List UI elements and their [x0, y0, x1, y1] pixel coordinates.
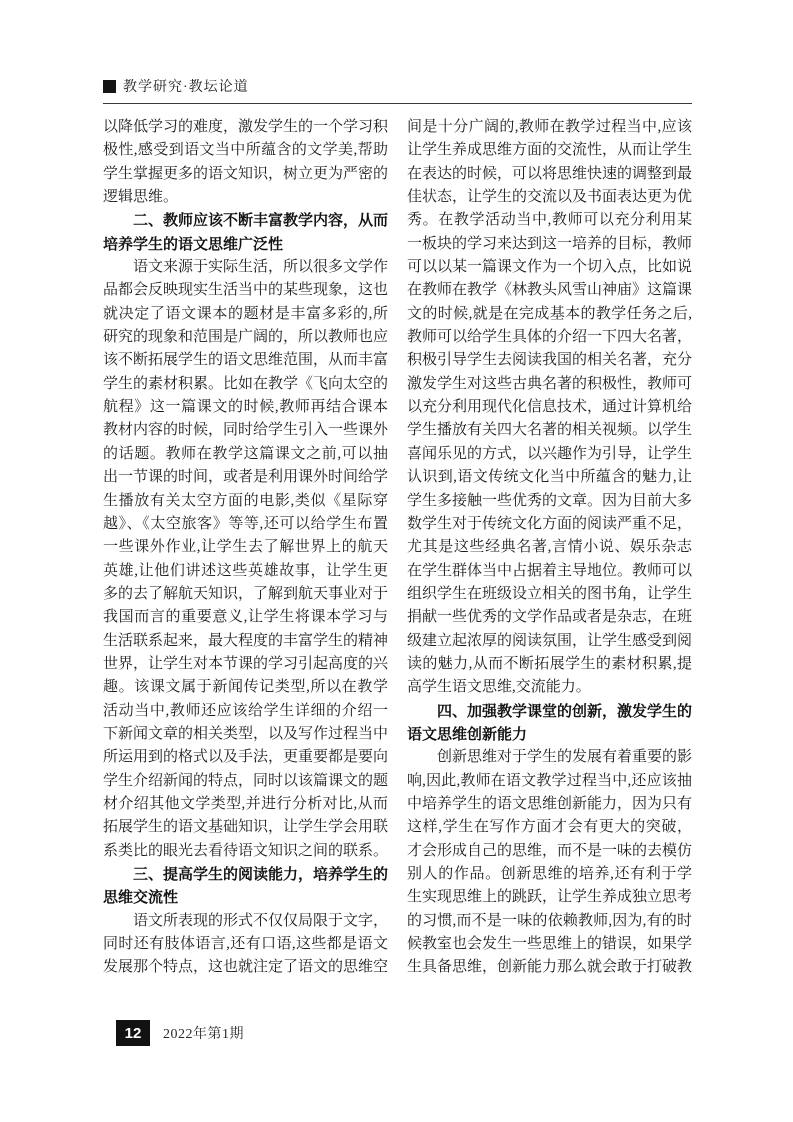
section-heading: 四、加强教学课堂的创新，激发学生的语文思维创新能力 — [407, 702, 693, 743]
column-right — [407, 116, 692, 980]
issue-label: 2022年第1期 — [163, 1027, 244, 1042]
header-rule — [103, 103, 692, 104]
section-title: 教学研究·教坛论道 — [123, 80, 249, 95]
section-heading: 二、教师应该不断丰富教学内容，从而培养学生的语文思维广泛性 — [103, 212, 389, 253]
paragraph: 语文所表现的形式不仅仅局限于文字，同时还有肢体语言,还有口语,这些都是语文发展那个特点，这也就注定了语文的思维空 — [103, 912, 389, 976]
paragraph: 创新思维对于学生的发展有着重要的影响,因此,教师在语文教学过程当中,还应该抽中培养学生的语文思维创新能力，因为只有这样,学生在写作方面才会有更大的突破，才会形成自己的思维，而不是一味的去模仿别人的作品。创新思维的培养,还有利于学生实现思维上的跳跃，让学生养成独立思考的习惯,而不是一味的依赖教师,因为,有的时候教室也会发生一些思维上的错误，如果学生具备思维，创新能力那么就会敢于打破教 — [407, 749, 693, 976]
page-number-badge — [116, 1020, 150, 1046]
column-left — [103, 116, 388, 980]
page-number: 12 — [124, 1024, 142, 1042]
page-footer — [116, 1020, 244, 1046]
paragraph: 语文来源于实际生活，所以很多文学作品都会反映现实生活当中的某些现象，这也就决定了语文课本的题材是丰富多彩的,所研究的现象和范围是广阔的，所以教师也应该不断拓展学生的语文思维范围，从而丰富学生的素材积累。比如在教学《飞向太空的航程》这一篇课文的时候,教师再结合课本教材内容的时候，同时给学生引入一些课外的话题。教师在教学这篇课文之前,可以抽出一节课的时间，或者是利用课外时间给学生播放有关太空方面的电影,类似《星际穿越》、《太空旅客》等等,还可以给学生布置一些课外作业,让学生去了解世界上的航天英雄,让他们讲述这些英雄故事，让学生更多的去了解航天知识，了解到航天事业对于我国而言的重要意义,让学生将课本学习与生活联系起来，最大程度的丰富学生的精神世界，让学生对本节课的学习引起高度的兴趣。该课文属于新闻传记类型,所以在教学活动当中,教师还应该给学生详细的介绍一下新闻文章的相关类型，以及写作过程当中所运用到的格式以及手法，更重要都是要向学生介绍新闻的特点，同时以该篇课文的题材介绍其他文学类型,并进行分析对比,从而拓展学生的语文基础知识，让学生学会用联系类比的眼光去看待语文知识之间的联系。 — [103, 259, 389, 859]
running-head — [103, 76, 691, 96]
paragraph: 以降低学习的难度，激发学生的一个学习积极性,感受到语文当中所蕴含的文学美,帮助学生掌握更多的语文知识，树立更为严密的逻辑思维。 — [103, 119, 389, 206]
article-columns — [103, 116, 692, 980]
paragraph: 间是十分广阔的,教师在教学过程当中,应该让学生养成思维方面的交流性，从而让学生在表达的时候，可以将思维快速的调整到最佳状态，让学生的交流以及书面表达更为优秀。在教学活动当中,教师可以充分利用某一板块的学习来达到这一培养的目标，教师可以以某一篇课文作为一个切入点，比如说在教师在教学《林教头风雪山神庙》这篇课文的时候,就是在完成基本的教学任务之后,教师可以给学生具体的介绍一下四大名著，积极引导学生去阅读我国的相关名著，充分激发学生对这些古典名著的积极性，教师可以充分利用现代化信息技术，通过计算机给学生播放有关四大名著的相关视频。以学生喜闻乐见的方式，以兴趣作为引导，让学生认识到,语文传统文化当中所蕴含的魅力,让学生多接触一些优秀的文章。因为目前大多数学生对于传统文化方面的阅读严重不足，尤其是这些经典名著,言情小说、娱乐杂志在学生群体当中占据着主导地位。教师可以组织学生在班级设立相关的图书角，让学生捐献一些优秀的文学作品或者是杂志，在班级建立起浓厚的阅读氛围，让学生感受到阅读的魅力,从而不断拓展学生的素材积累,提高学生语文思维,交流能力。 — [407, 119, 693, 696]
section-heading: 三、提高学生的阅读能力，培养学生的思维交流性 — [103, 866, 389, 907]
section-marker-icon — [103, 80, 116, 93]
